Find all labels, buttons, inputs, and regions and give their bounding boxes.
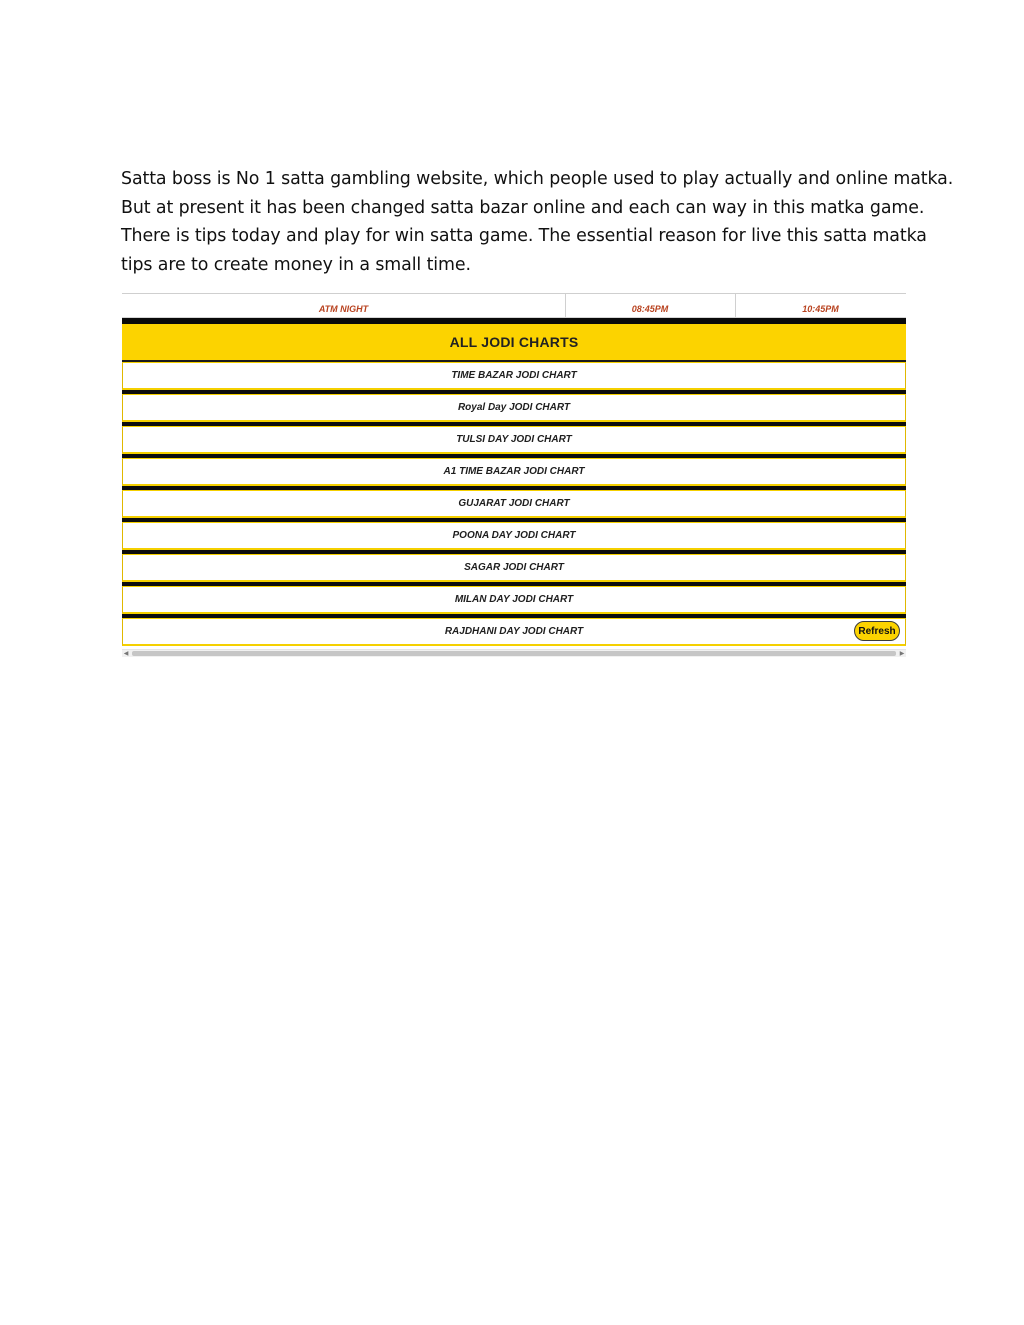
jodi-chart-label: GUJARAT JODI CHART (458, 498, 570, 509)
jodi-chart-link-milan-day[interactable] (122, 586, 906, 614)
paragraph-line: Satta boss is No 1 satta gambling website, which people used to play actually and online matka. (121, 169, 954, 189)
paragraph-line: tips are to create money in a small time. (121, 254, 471, 275)
jodi-chart-label: MILAN DAY JODI CHART (454, 594, 574, 605)
jodi-chart-label: Royal Day JODI CHART (457, 402, 571, 413)
horizontal-scrollbar[interactable] (122, 649, 906, 657)
paragraph-line: There is tips today and play for win satta game. The essential reason for live this satta matka (121, 226, 927, 246)
refresh-button[interactable]: Refresh (854, 621, 900, 641)
intro-paragraph (121, 165, 954, 279)
triangle-left-icon[interactable]: ◀ (123, 651, 129, 657)
jodi-chart-link-royal-day[interactable] (122, 394, 906, 422)
jodi-chart-label: RAJDHANI DAY JODI CHART (444, 626, 584, 637)
market-name-cell (122, 294, 566, 317)
jodi-chart-link-sagar[interactable] (122, 554, 906, 582)
close-time-cell (735, 294, 906, 317)
jodi-chart-label: A1 TIME BAZAR JODI CHART (443, 466, 585, 477)
jodi-chart-list (122, 362, 906, 646)
embedded-site-screenshot (122, 293, 906, 657)
open-time: 08:45PM (631, 304, 669, 314)
jodi-chart-link-rajdhani-day[interactable] (122, 618, 906, 646)
jodi-chart-label: POONA DAY JODI CHART (452, 530, 576, 541)
timetable-row (122, 293, 906, 318)
open-time-cell (565, 294, 736, 317)
jodi-charts-header (122, 324, 906, 362)
jodi-chart-link-time-bazar[interactable] (122, 362, 906, 390)
jodi-chart-label: SAGAR JODI CHART (464, 562, 564, 573)
jodi-chart-link-poona-day[interactable] (122, 522, 906, 550)
jodi-chart-link-a1-time-bazar[interactable] (122, 458, 906, 486)
close-time: 10:45PM (802, 304, 839, 314)
jodi-chart-link-tulsi-day[interactable] (122, 426, 906, 454)
jodi-chart-label: TIME BAZAR JODI CHART (451, 370, 577, 381)
market-name: ATM NIGHT (318, 304, 369, 314)
scrollbar-thumb[interactable] (132, 651, 896, 656)
paragraph-line: But at present it has been changed satta bazar online and each can way in this matka game. (121, 197, 925, 218)
jodi-chart-label: TULSI DAY JODI CHART (456, 434, 572, 445)
jodi-charts-title: ALL JODI CHARTS (449, 334, 579, 350)
jodi-chart-link-gujarat[interactable] (122, 490, 906, 518)
triangle-right-icon[interactable]: ▶ (899, 651, 905, 657)
